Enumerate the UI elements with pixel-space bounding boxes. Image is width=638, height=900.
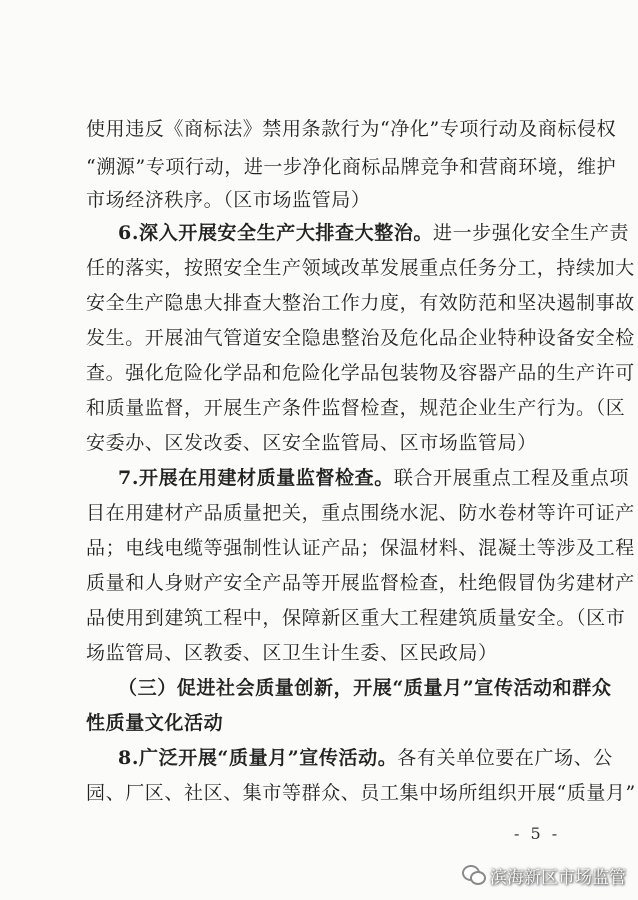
body-line: 使用违反《商标法》禁用条款行为“净化”专项行动及商标侵权 <box>86 118 617 140</box>
section-8-line: 8.广泛开展“质量月”宣传活动。各有关单位要在广场、公 <box>118 747 613 769</box>
section-heading: 7.开展在用建材质量监督检查。 <box>118 467 394 489</box>
section-heading: 8.广泛开展“质量月”宣传活动。 <box>118 747 398 769</box>
body-line: 园、厂区、社区、集市等群众、员工集中场所组织开展“质量月” <box>86 782 636 804</box>
body-line: 品使用到建筑工程中，保障新区重大工程建筑质量安全。（区市 <box>86 607 626 629</box>
body-line: 任的落实，按照安全生产领域改革发展重点任务分工，持续加大 <box>86 257 635 279</box>
body-line: 查。强化危险化学品和危险化学品包装物及容器产品的生产许可 <box>86 362 635 384</box>
body-line: “溯源”专项行动，进一步净化商标品牌竞争和营商环境，维护 <box>86 156 617 178</box>
body-line: 市场经济秩序。（区市场监管局） <box>86 189 371 211</box>
watermark-text: 滨海新区市场监管 <box>490 867 626 888</box>
body-line: 和质量监督，开展生产条件监督检查，规范企业生产行为。（区 <box>86 397 626 419</box>
watermark <box>462 862 626 888</box>
body-line: 安委办、区发改委、区安全监管局、区市场监管局） <box>86 432 537 454</box>
subsection-heading-cont: 性质量文化活动 <box>86 712 224 734</box>
subsection-heading: （三）促进社会质量创新，开展“质量月”宣传活动和群众 <box>118 677 612 699</box>
body-line: 目在用建材产品质量把关，重点围绕水泥、防水卷材等许可证产 <box>86 502 635 524</box>
section-7-line: 7.开展在用建材质量监督检查。联合开展重点工程及重点项 <box>118 467 630 489</box>
body-line: 安全生产隐患大排查大整治工作力度，有效防范和坚决遏制事故 <box>86 292 635 314</box>
body-line: 发生。开展油气管道安全隐患整治及危化品企业特种设备安全检 <box>86 327 635 349</box>
body-line: 场监管局、区教委、区卫生计生委、区民政局） <box>86 642 498 664</box>
section-6-line: 6.深入开展安全生产大排查大整治。进一步强化安全生产责 <box>118 222 630 244</box>
wechat-icon <box>462 865 484 885</box>
section-heading: 6.深入开展安全生产大排查大整治。 <box>118 222 434 244</box>
body-line: 质量和人身财产安全产品等开展监督检查，杜绝假冒伪劣建材产 <box>86 572 635 594</box>
page-number: - 5 - <box>514 824 561 843</box>
body-line: 品；电线电缆等强制性认证产品；保温材料、混凝土等涉及工程 <box>86 537 635 559</box>
